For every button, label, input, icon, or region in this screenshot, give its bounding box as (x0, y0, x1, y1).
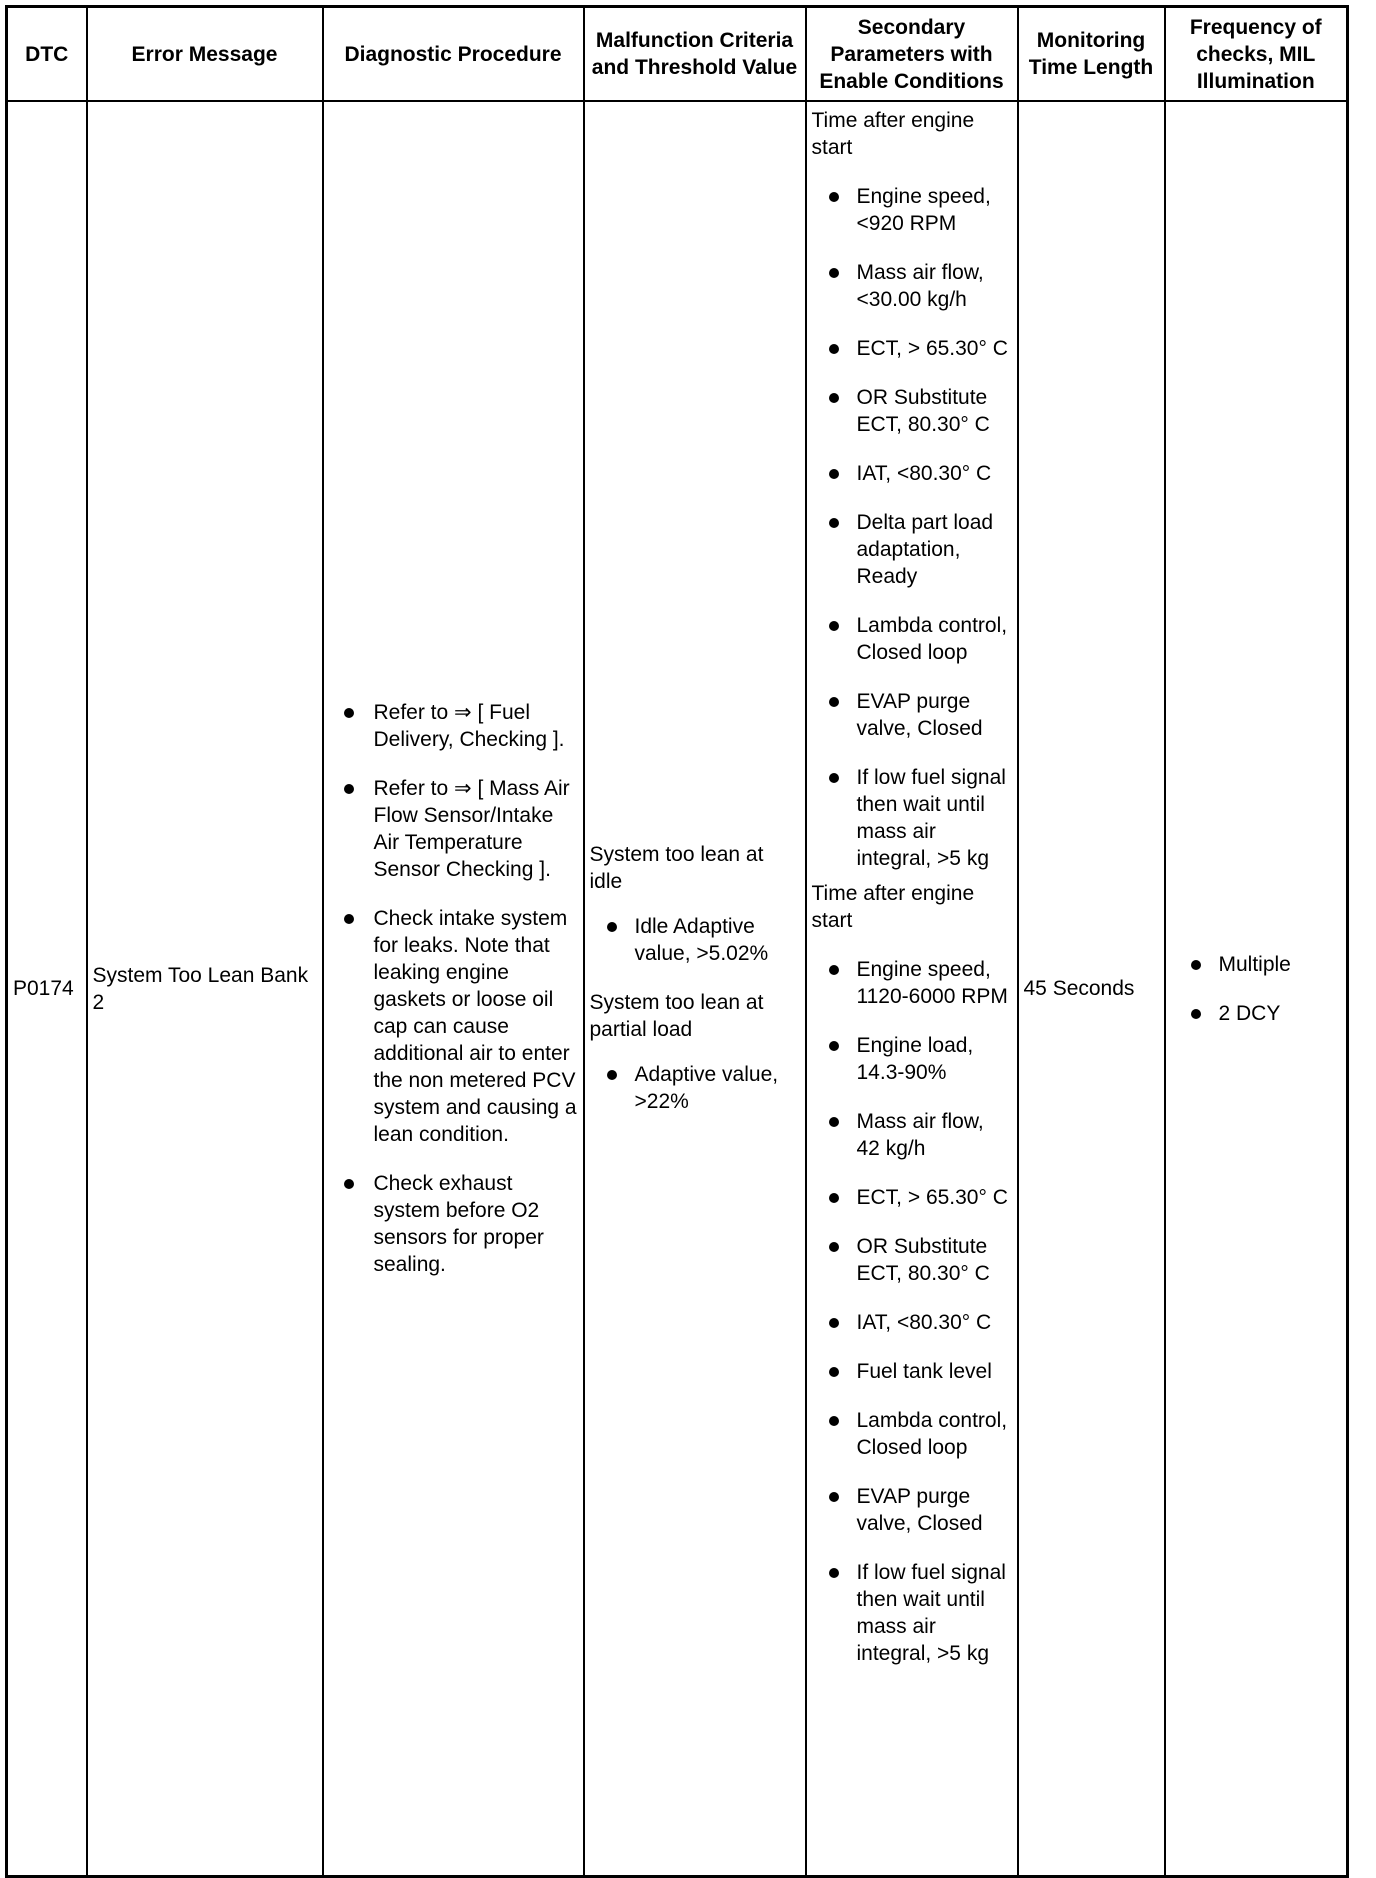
bullet-icon (344, 708, 354, 718)
secondary-item (812, 335, 1012, 362)
frequency-mil (1165, 101, 1348, 1877)
secondary-item-text: Mass air flow, <30.00 kg/h (856, 261, 984, 311)
secondary-item (812, 1358, 1012, 1385)
secondary-item-text: EVAP purge valve, Closed (856, 690, 983, 740)
procedure-item-text: Check intake system for leaks. Note that leaking engine gaskets or loose oil cap can cause additional air to enter the non metered PCV system and causing a lean condition. (373, 907, 577, 1146)
secondary-heading: Time after engine start (811, 882, 975, 932)
header-diagnostic-procedure: Diagnostic Procedure (323, 7, 584, 102)
secondary-container (812, 107, 1012, 1667)
procedure-item (329, 905, 578, 1148)
secondary-item (812, 1184, 1012, 1211)
secondary-parameters (806, 101, 1018, 1877)
bullet-icon (344, 914, 354, 924)
table-row (7, 101, 1348, 1877)
bullet-icon (829, 192, 839, 202)
secondary-group (812, 880, 1012, 1667)
header-malfunction-criteria: Malfunction Criteria and Threshold Value (584, 7, 806, 102)
bullet-icon (829, 1117, 839, 1127)
secondary-item-text: Lambda control, Closed loop (856, 614, 1008, 664)
monitoring-time: 45 Seconds (1018, 101, 1165, 1877)
secondary-item (812, 1233, 1012, 1287)
bullet-icon (829, 393, 839, 403)
malfunction-group (590, 841, 800, 967)
secondary-item (812, 183, 1012, 237)
error-message: System Too Lean Bank 2 (87, 101, 323, 1877)
secondary-heading: Time after engine start (811, 109, 975, 159)
secondary-item (812, 1559, 1012, 1667)
dtc-table (5, 5, 1349, 1878)
bullet-icon (829, 1318, 839, 1328)
secondary-item (812, 384, 1012, 438)
frequency-list (1171, 951, 1342, 1027)
bullet-icon (829, 965, 839, 975)
bullet-icon (829, 1367, 839, 1377)
header-dtc: DTC (7, 7, 87, 102)
secondary-item-text: Fuel tank level (856, 1360, 992, 1383)
diagnostic-procedure (323, 101, 584, 1877)
bullet-icon (829, 1416, 839, 1426)
secondary-item (812, 1407, 1012, 1461)
secondary-item-text: EVAP purge valve, Closed (856, 1485, 983, 1535)
bullet-icon (829, 697, 839, 707)
bullet-icon (829, 773, 839, 783)
bullet-icon (607, 922, 617, 932)
dtc-code: P0174 (7, 101, 87, 1877)
bullet-icon (829, 1242, 839, 1252)
malfunction-item-text: Idle Adaptive value, >5.02% (634, 914, 769, 965)
secondary-list (812, 183, 1012, 872)
secondary-group (812, 107, 1012, 872)
bullet-icon (344, 1179, 354, 1189)
procedure-list (329, 699, 578, 1278)
header-frequency: Frequency of checks, MIL Illumination (1165, 7, 1348, 102)
secondary-item (812, 1032, 1012, 1086)
secondary-item-text: Lambda control, Closed loop (856, 1409, 1008, 1459)
secondary-item (812, 956, 1012, 1010)
secondary-item-text: Engine speed, 1120-6000 RPM (856, 958, 1008, 1008)
malfunction-item-text: Adaptive value, >22% (634, 1062, 779, 1113)
frequency-item (1171, 951, 1342, 978)
secondary-item-text: Engine load, 14.3-90% (856, 1034, 974, 1084)
procedure-item-text: Check exhaust system before O2 sensors for proper sealing. (373, 1172, 544, 1276)
secondary-item (812, 1309, 1012, 1336)
secondary-item-text: If low fuel signal then wait until mass air integral, >5 kg (856, 766, 1006, 870)
header-error-message: Error Message (87, 7, 323, 102)
secondary-item-text: ECT, > 65.30° C (856, 1186, 1008, 1209)
secondary-item-text: OR Substitute ECT, 80.30° C (856, 1235, 990, 1285)
malfunction-heading: System too lean at idle (589, 842, 764, 893)
header-secondary-parameters: Secondary Parameters with Enable Conditions (806, 7, 1018, 102)
secondary-item (812, 612, 1012, 666)
bullet-icon (829, 1193, 839, 1203)
header-row (7, 7, 1348, 102)
malfunction-item (590, 913, 800, 967)
malfunction-item (590, 1061, 800, 1115)
bullet-icon (1191, 960, 1201, 970)
bullet-icon (829, 1568, 839, 1578)
procedure-item-text: Refer to ⇒ [ Fuel Delivery, Checking ]. (373, 701, 565, 751)
bullet-icon (829, 469, 839, 479)
procedure-item (329, 699, 578, 753)
malfunction-container (590, 841, 800, 1115)
secondary-item (812, 1483, 1012, 1537)
secondary-item-text: Mass air flow, 42 kg/h (856, 1110, 984, 1160)
secondary-item (812, 509, 1012, 590)
bullet-icon (607, 1070, 617, 1080)
frequency-item-text: Multiple (1218, 952, 1291, 976)
secondary-list (812, 956, 1012, 1667)
secondary-item-text: IAT, <80.30° C (856, 462, 992, 485)
procedure-item (329, 1170, 578, 1278)
procedure-item-text: Refer to ⇒ [ Mass Air Flow Sensor/Intake Air Temperature Sensor Checking ]. (373, 777, 570, 881)
secondary-item-text: IAT, <80.30° C (856, 1311, 992, 1334)
malfunction-group (590, 989, 800, 1115)
secondary-item-text: Engine speed, <920 RPM (856, 185, 991, 235)
procedure-item (329, 775, 578, 883)
bullet-icon (829, 344, 839, 354)
malfunction-criteria (584, 101, 806, 1877)
bullet-icon (829, 268, 839, 278)
secondary-item (812, 460, 1012, 487)
bullet-icon (829, 1492, 839, 1502)
secondary-item-text: ECT, > 65.30° C (856, 337, 1008, 360)
bullet-icon (829, 621, 839, 631)
frequency-item-text: 2 DCY (1218, 1001, 1281, 1025)
bullet-icon (344, 784, 354, 794)
secondary-item-text: Delta part load adaptation, Ready (856, 511, 994, 588)
malfunction-list (590, 913, 800, 967)
bullet-icon (829, 518, 839, 528)
bullet-icon (829, 1041, 839, 1051)
bullet-icon (1191, 1009, 1201, 1019)
frequency-item (1171, 1000, 1342, 1027)
header-monitoring-time: Monitoring Time Length (1018, 7, 1165, 102)
secondary-item (812, 764, 1012, 872)
secondary-item-text: OR Substitute ECT, 80.30° C (856, 386, 990, 436)
secondary-item (812, 688, 1012, 742)
secondary-item-text: If low fuel signal then wait until mass air integral, >5 kg (856, 1561, 1006, 1665)
secondary-item (812, 1108, 1012, 1162)
malfunction-list (590, 1061, 800, 1115)
malfunction-heading: System too lean at partial load (589, 990, 764, 1041)
secondary-item (812, 259, 1012, 313)
